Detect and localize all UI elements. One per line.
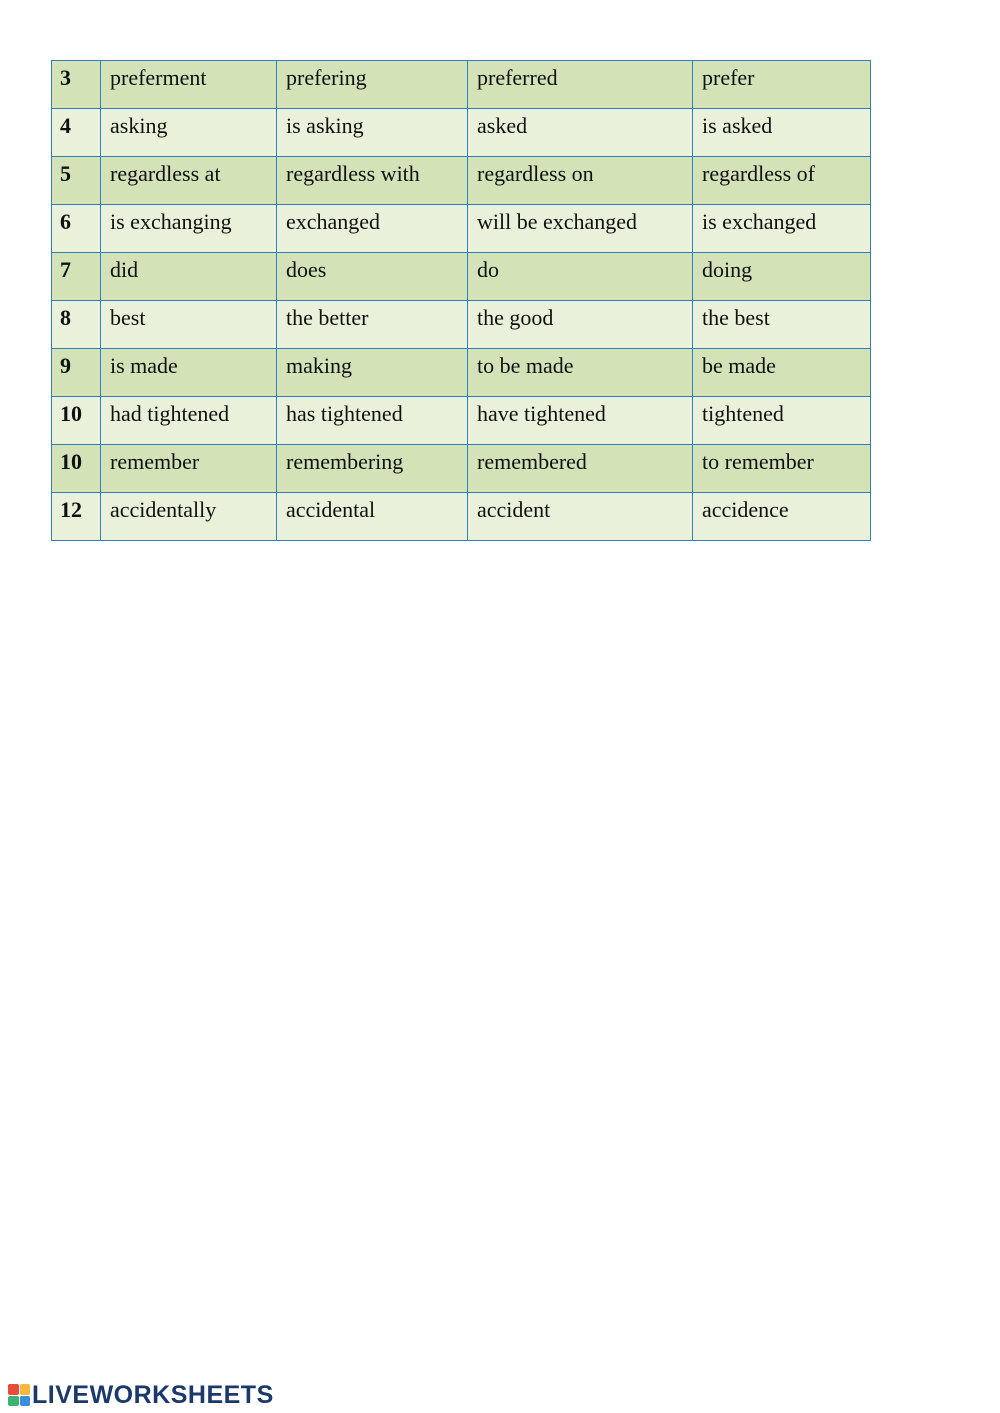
- option-d: tightened: [693, 397, 871, 445]
- question-number: 7: [52, 253, 101, 301]
- option-b: is asking: [277, 109, 468, 157]
- question-number: 4: [52, 109, 101, 157]
- table-row: [52, 493, 871, 541]
- question-number: 5: [52, 157, 101, 205]
- option-c: do: [468, 253, 693, 301]
- option-c: asked: [468, 109, 693, 157]
- option-a: regardless at: [101, 157, 277, 205]
- option-b: does: [277, 253, 468, 301]
- option-d: accidence: [693, 493, 871, 541]
- table-row: [52, 157, 871, 205]
- question-number: 8: [52, 301, 101, 349]
- option-a: remember: [101, 445, 277, 493]
- table-body: [52, 61, 871, 541]
- option-d: prefer: [693, 61, 871, 109]
- option-a: asking: [101, 109, 277, 157]
- option-a: is made: [101, 349, 277, 397]
- table-row: [52, 205, 871, 253]
- option-b: exchanged: [277, 205, 468, 253]
- logo-text: LIVEWORKSHEETS: [32, 1381, 274, 1409]
- question-number: 12: [52, 493, 101, 541]
- answer-options-table: [51, 60, 871, 541]
- question-number: 10: [52, 397, 101, 445]
- option-a: is exchanging: [101, 205, 277, 253]
- option-b: the better: [277, 301, 468, 349]
- option-b: remembering: [277, 445, 468, 493]
- question-number: 6: [52, 205, 101, 253]
- option-d: is exchanged: [693, 205, 871, 253]
- liveworksheets-logo[interactable]: [8, 1382, 274, 1408]
- option-b: has tightened: [277, 397, 468, 445]
- option-c: to be made: [468, 349, 693, 397]
- option-a: accidentally: [101, 493, 277, 541]
- option-a: preferment: [101, 61, 277, 109]
- question-number: 10: [52, 445, 101, 493]
- option-d: to remember: [693, 445, 871, 493]
- option-c: preferred: [468, 61, 693, 109]
- table-row: [52, 349, 871, 397]
- option-c: regardless on: [468, 157, 693, 205]
- option-d: is asked: [693, 109, 871, 157]
- option-b: prefering: [277, 61, 468, 109]
- logo-tiles-icon: [8, 1384, 30, 1406]
- table-row: [52, 109, 871, 157]
- option-a: best: [101, 301, 277, 349]
- option-b: regardless with: [277, 157, 468, 205]
- option-c: will be exchanged: [468, 205, 693, 253]
- option-b: accidental: [277, 493, 468, 541]
- question-number: 3: [52, 61, 101, 109]
- logo-tile: [20, 1396, 31, 1407]
- logo-tile: [20, 1384, 31, 1395]
- table-row: [52, 445, 871, 493]
- option-c: accident: [468, 493, 693, 541]
- table-row: [52, 397, 871, 445]
- option-a: did: [101, 253, 277, 301]
- logo-tile: [8, 1396, 19, 1407]
- option-d: the best: [693, 301, 871, 349]
- option-d: be made: [693, 349, 871, 397]
- option-d: regardless of: [693, 157, 871, 205]
- option-a: had tightened: [101, 397, 277, 445]
- logo-tile: [8, 1384, 19, 1395]
- table-row: [52, 253, 871, 301]
- question-number: 9: [52, 349, 101, 397]
- option-c: have tightened: [468, 397, 693, 445]
- option-c: the good: [468, 301, 693, 349]
- option-d: doing: [693, 253, 871, 301]
- table-row: [52, 61, 871, 109]
- option-b: making: [277, 349, 468, 397]
- option-c: remembered: [468, 445, 693, 493]
- table-row: [52, 301, 871, 349]
